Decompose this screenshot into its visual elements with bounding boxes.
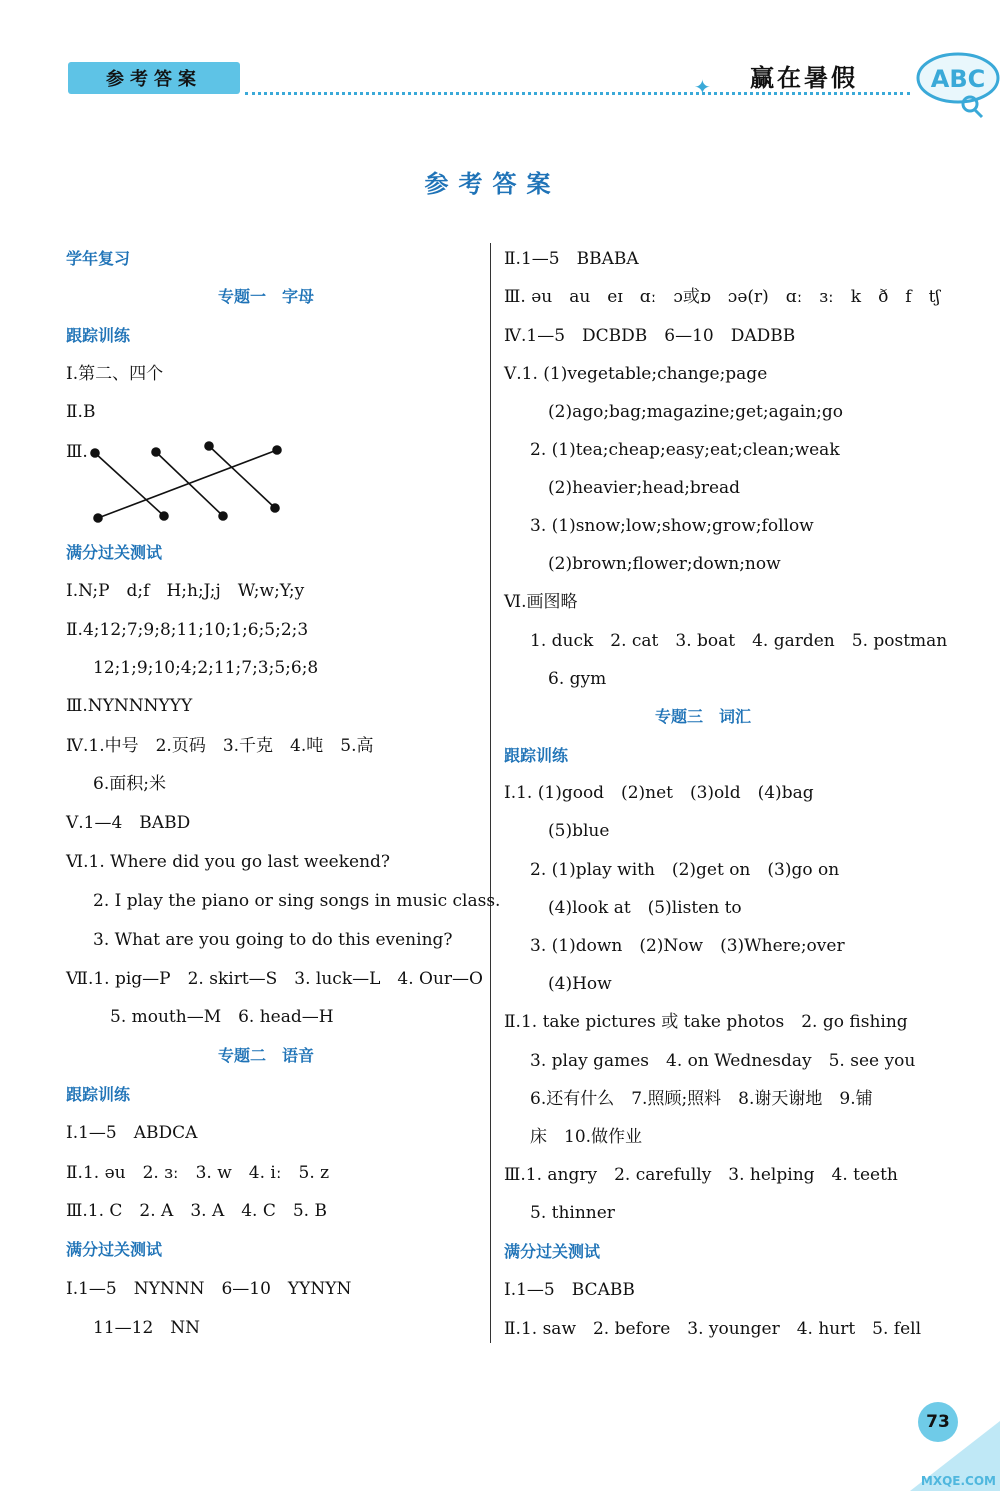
match-dot bbox=[94, 514, 102, 522]
answer-line: 2. (1)tea;cheap;easy;eat;clean;weak bbox=[530, 440, 840, 460]
answer-line: Ⅶ.1. pig—P 2. skirt—S 3. luck—L 4. Our—O bbox=[66, 969, 483, 989]
answer-line: Ⅴ.1. (1)vegetable;change;page bbox=[504, 364, 768, 384]
section-heading: 学年复习 bbox=[66, 249, 131, 268]
answer-line: Ⅰ.1. (1)good (2)net (3)old (4)bag bbox=[504, 783, 814, 803]
answer-line: (5)blue bbox=[548, 821, 610, 841]
answer-line: 3. (1)down (2)Now (3)Where;over bbox=[530, 936, 845, 956]
match-dot bbox=[271, 504, 279, 512]
answer-line: Ⅲ.NYNNNYYY bbox=[66, 696, 193, 716]
section-heading: 跟踪训练 bbox=[66, 326, 131, 345]
answer-line: 1. duck 2. cat 3. boat 4. garden 5. postman bbox=[530, 631, 948, 651]
answer-line: (4)How bbox=[548, 974, 612, 994]
answer-line: 11—12 NN bbox=[93, 1318, 201, 1338]
answer-line: 12;1;9;10;4;2;11;7;3;5;6;8 bbox=[93, 658, 319, 678]
answer-line: 3. What are you going to do this evening? bbox=[93, 930, 453, 950]
answer-line: (2)ago;bag;magazine;get;again;go bbox=[548, 402, 843, 422]
answer-line: Ⅱ.1. take pictures 或 take photos 2. go fishing bbox=[504, 1012, 908, 1032]
answer-line: Ⅲ.1. angry 2. carefully 3. helping 4. teeth bbox=[504, 1165, 898, 1185]
answer-line: Ⅱ.1. saw 2. before 3. younger 4. hurt 5. fell bbox=[504, 1319, 922, 1339]
answer-line: Ⅱ.B bbox=[66, 402, 96, 422]
header-brand: 赢在暑假 bbox=[750, 64, 858, 92]
answer-line: 5. thinner bbox=[530, 1203, 615, 1223]
answer-line: Ⅲ.1. C 2. A 3. A 4. C 5. B bbox=[66, 1201, 327, 1221]
answer-line: Ⅰ.1—5 BCABB bbox=[504, 1280, 635, 1300]
match-dot bbox=[205, 442, 213, 450]
section-heading: 满分过关测试 bbox=[504, 1242, 601, 1261]
answer-line: Ⅲ. əu au eɪ ɑː ɔ或ɒ ɔə(r) ɑː ɜː k ð f tʃ bbox=[504, 287, 941, 307]
answer-line: Ⅱ.1—5 BBABA bbox=[504, 249, 639, 269]
answer-line: Ⅴ.1—4 BABD bbox=[66, 813, 191, 833]
section-heading: 满分过关测试 bbox=[66, 1240, 163, 1259]
sparkle-icon: ✦ bbox=[694, 75, 711, 99]
section-heading: 专题一 字母 bbox=[218, 287, 315, 306]
answer-line: Ⅳ.1—5 DCBDB 6—10 DADBB bbox=[504, 326, 796, 346]
page-number: 73 bbox=[918, 1402, 958, 1442]
match-dot bbox=[152, 448, 160, 456]
answer-line: (4)look at (5)listen to bbox=[548, 898, 742, 918]
answer-line: 3. play games 4. on Wednesday 5. see you bbox=[530, 1051, 916, 1071]
answer-line: 6. gym bbox=[548, 669, 607, 689]
column-divider bbox=[490, 243, 491, 1343]
answer-line: 5. mouth—M 6. head—H bbox=[110, 1007, 334, 1027]
header-tab: 参考答案 bbox=[68, 62, 240, 94]
match-dot bbox=[219, 512, 227, 520]
answer-line: 2. (1)play with (2)get on (3)go on bbox=[530, 860, 840, 880]
section-heading: 满分过关测试 bbox=[66, 543, 163, 562]
abc-logo-icon bbox=[912, 50, 1000, 120]
answer-line: Ⅵ.画图略 bbox=[504, 592, 578, 612]
answer-line: Ⅰ.1—5 ABDCA bbox=[66, 1123, 198, 1143]
section-heading: 专题二 语音 bbox=[218, 1046, 315, 1065]
section-heading: 跟踪训练 bbox=[504, 746, 569, 765]
answer-line: (2)heavier;head;bread bbox=[548, 478, 741, 498]
answer-line: Ⅰ.N;P d;f H;h;J;j W;w;Y;y bbox=[66, 581, 305, 601]
match-dot bbox=[160, 512, 168, 520]
answer-line: 3. (1)snow;low;show;grow;follow bbox=[530, 516, 814, 536]
logo-text: ABC bbox=[930, 65, 986, 93]
answer-line: 6.还有什么 7.照顾;照料 8.谢天谢地 9.铺 bbox=[530, 1089, 873, 1109]
section-heading: 专题三 词汇 bbox=[655, 707, 752, 726]
matching-lines-diagram bbox=[88, 440, 288, 525]
answer-line: 床 10.做作业 bbox=[530, 1127, 643, 1147]
answer-line: Ⅰ.1—5 NYNNN 6—10 YYNYN bbox=[66, 1279, 352, 1299]
page-title: 参考答案 bbox=[424, 170, 561, 198]
answer-line: Ⅱ.4;12;7;9;8;11;10;1;6;5;2;3 bbox=[66, 620, 309, 640]
watermark-text: MXQE.COM bbox=[920, 1474, 996, 1488]
answer-line: Ⅵ.1. Where did you go last weekend? bbox=[66, 852, 391, 872]
answer-line: Ⅳ.1.中号 2.页码 3.千克 4.吨 5.高 bbox=[66, 736, 374, 756]
match-dot bbox=[273, 446, 281, 454]
answer-line: Ⅲ. bbox=[66, 442, 88, 462]
answer-line: 2. I play the piano or sing songs in music class. bbox=[93, 891, 501, 911]
section-heading: 跟踪训练 bbox=[66, 1085, 131, 1104]
answer-line: (2)brown;flower;down;now bbox=[548, 554, 781, 574]
match-dot bbox=[91, 449, 99, 457]
answer-line: Ⅰ.第二、四个 bbox=[66, 364, 164, 384]
answer-line: 6.面积;米 bbox=[93, 774, 166, 794]
answer-line: Ⅱ.1. əu 2. ɜː 3. w 4. iː 5. z bbox=[66, 1163, 330, 1183]
watermark-logo bbox=[910, 1421, 1000, 1491]
